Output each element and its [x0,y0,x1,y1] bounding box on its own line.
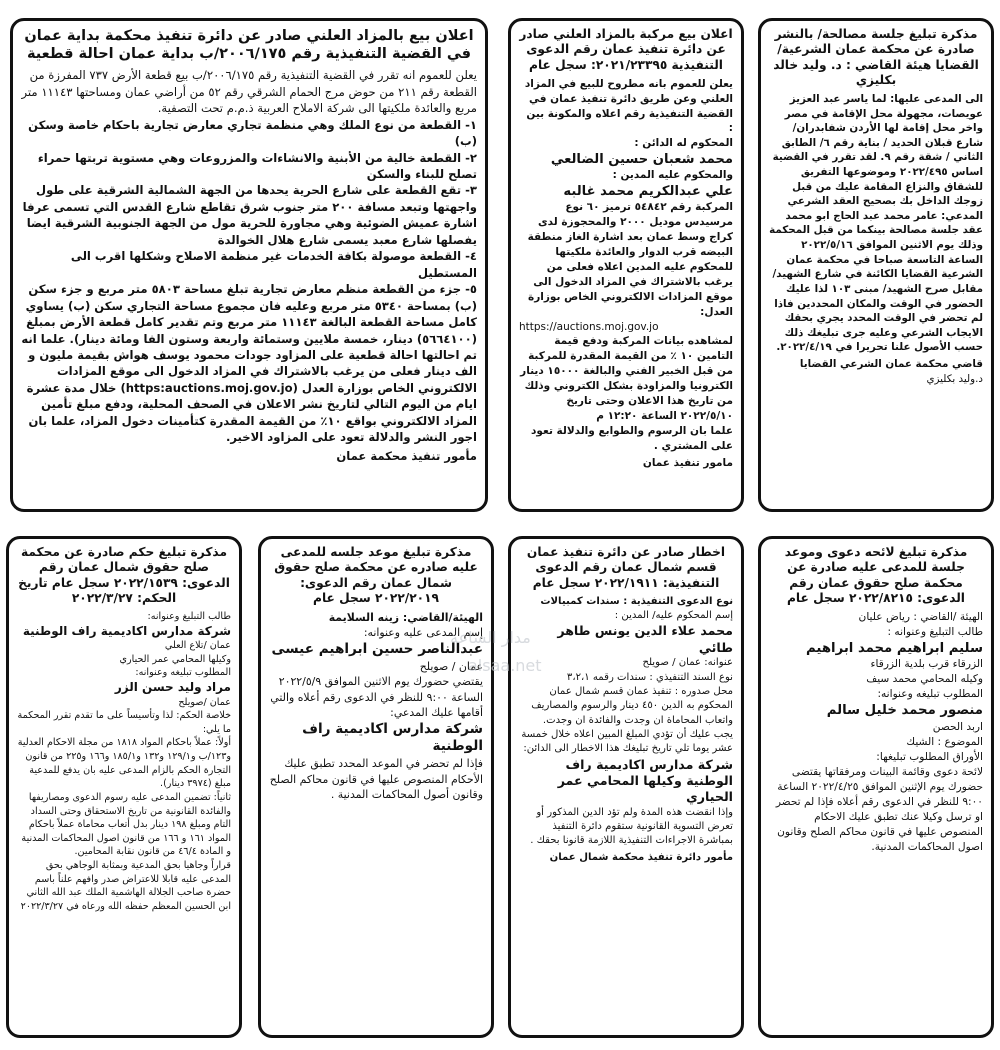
creditor-name: شركة مدارس اكاديمية راف الوطنية وكيلها المحامي عمر الحياري [557,756,733,805]
notice-subject: الموضوع : الشيك [906,735,983,748]
notice-address: عنوانه: عمان / صويلح [642,657,733,669]
notice-paragraph: قراراً وجاهيا بحق المدعية وبمثابة الوجاهي بحق المدعى عليه قابلا للاعتراض صدر وافهم علناً باسم حضرة صاحب الجلالة الهاشمية الملك عبد الله الثاني ابن الحسين المعظم حفظه الله ورعاه في ٢٠٢٢/٣/٢٧ [20,859,231,912]
notice-judge: الهيئة /القاضي : رياض عليان [858,611,983,623]
notice-paragraph: أولاً: عملاً باحكام المواد ١٨١٨ من مجلة الاحكام العدلية و١٢٣/ب و١٢٩/١ و١٣٢ و١٨٥/١ و١٦٦ و٢٢٥ من قانون التجارة الحكم بالزام المدعى عليه بان يدفع للمدعية مبلغ (٣٩٧٤ دينار). [17,737,231,790]
notice-paragraph: لائحة دعوى وقائمة البينات ومرفقاتها يقتضى حضورك يوم الإثنين الموافق ٢٠٢٢/٤/٢٥ الساعة ٩:٠٠ للنظر في الدعوى رقم أعلاه فإذا لم تحضر او ترسل وكيلا عنك تطبق عليك الاحكام المنصوص عليها في قانون محاكم الصلح وقانون اصول المحاكمات المدنية. [775,765,983,853]
notice-address: عمان / صويلح [419,659,483,673]
notice-title: مذكرة تبليغ حكم صادرة عن محكمة صلح حقوق شمال عمان رقم الدعوى: ٢٠٢٢/١٥٣٩ سجل عام تاريخ الحكم: ٢٠٢٢/٣/٢٧ [18,545,230,605]
notice-label: المطلوب تبليغه وعنوانه: [135,667,231,679]
defendant-name: مراد وليد حسن الزر [114,680,231,695]
auction-url: https://auctions.moj.gov.jo [519,320,659,333]
watermark-arabic: مدار الساعة [450,628,531,647]
notice-body [519,77,733,454]
notice-paragraph: يقتضي حضورك يوم الاثنين الموافق ٢٠٢٢/٥/٩ الساعة ٩:٠٠ للنظر في الدعوى رقم أعلاه والتي أقامها عليك المدعي: [270,675,483,720]
notice-paragraph: نوع السند التنفيذي : سندات رقمه ٣،٢،١ [566,671,733,683]
notice-paragraph: علما بان الرسوم والطوابع والدلالة تعود على المشتري . [531,424,733,452]
notice-signature: قاضي محكمة عمان الشرعي القضايا [799,357,983,370]
notice-auction-vehicle [508,18,744,512]
notice-label: الأوراق المطلوب تبليغها: [876,750,983,763]
debtor-name: علي عبدالكريم محمد غالبه [563,184,733,200]
notice-label: المحكوم له الدائن : [634,137,733,150]
notice-item: ٤- القطعة موصولة بكافة الخدمات غير منظمة الاصلاح وشكلها اقرب الى المستطيل [70,249,477,280]
notice-label: طالب التبليغ وعنوانه: [147,611,231,622]
notice-judgment [6,536,242,1038]
notice-paragraph: يعلن للعموم بانه مطروح للبيع في المزاد العلني وعن طريق دائرة تنفيذ عمان في القضية التنفيذية رقم اعلاه والمكونة بين : [524,77,733,135]
watermark-latin: alsaa.net [468,656,542,675]
notice-title: اخطار صادر عن دائرة تنفيذ عمان قسم شمال عمان رقم الدعوى التنفيذية: ٢٠٢٢/١٩١١ سجل عام [526,545,726,590]
notice-hearing [258,536,494,1038]
defendant-name: منصور محمد خليل سالم [826,703,983,719]
notice-lawyer: وكيله المحامي محمد سيف [866,673,983,686]
notice-title: مذكرة تبليغ موعد جلسه للمدعى عليه صادره عن محكمة صلح حقوق شمال عمان رقم الدعوى: ٢٠٢٢/٢٠١٩ سجل عام [274,545,478,605]
plaintiff-name: شركة مدارس اكاديمية راف الوطنية [22,623,231,638]
notice-body [519,595,733,849]
notice-address: اربد الحصن [932,720,983,733]
notice-label: إسم المحكوم عليه/ المدين : [614,610,733,622]
notice-label: طالب التبليغ وعنوانه : [887,626,983,639]
notice-paragraph: لمشاهده بيانات المركبة ودفع قيمة التامين ١٠ ٪ من القيمة المقدرة للمركبة من قبل الخبير الفني والبالغة ١٥٠٠٠ دينار الكترونيا والمزاودة بشكل الكتروني وذلك من تاريخ هذا الاعلان وحتى تاريخ ٢٠٢٢/٥/١٠ الساعة ١٢:٢٠ م [520,335,733,422]
debtor-name: محمد علاء الدين يونس طاهر طائي [557,623,733,655]
notice-title: اعلان بيع مركبة بالمزاد العلني صادر عن دائرة تنفيذ عمان رقم الدعوى التنفيذية ٢٠٢١/٢٣٣٩٥: سجل عام [519,27,733,72]
notice-title: مذكرة تبليغ لائحه دعوى وموعد جلسة للمدعى عليه صادرة عن محكمة صلح حقوق عمان رقم الدعوى: ٢٠٢٢/٨٢١٥ سجل عام [784,545,968,605]
notice-lawsuit-hearing [758,536,994,1038]
notice-paragraph: يجب عليك أن تؤدي المبلغ المبين اعلاه خلال خمسة عشر يوما تلي تاريخ تبليغك هذا الاخطار الى الدائن: [521,728,733,755]
defendant-name: عبدالناصر حسين ابراهيم عيسى [271,640,483,657]
notice-body [769,610,983,855]
notice-paragraph: المركبة رقم ٥٤٨٤٢ ترميز ٦٠ نوع مرسيدس موديل ٢٠٠٠ والمحجوزة لدى كراج وسط عمان بعد اشارة الغاز منطقة البيضه قرب الدوار والعائدة ملكيتها للمحكوم عليه المدين اعلاه فعلى من يرغب بالاشتراك في المزاد الدخول الى موقع المزادات الالكتروني الخاص بوزارة العدل: [527,201,733,318]
notice-signature: مأمور تنفيذ محكمة عمان [336,448,477,463]
notice-paragraph: فإذا لم تحضر في الموعد المحدد تطبق عليك الأحكام المنصوص عليها في قانون محاكم الصلح وقانون أصول المحاكمات المدنية . [269,757,483,801]
notice-case-type: نوع الدعوى التنفيذية : سندات كمبيالات [540,595,733,607]
notice-title: مذكرة تبليغ جلسة مصالحة/ بالنشر صادرة عن محكمة عمان الشرعية/ القضايا هيئة القاضي : د. وليد خالد بكليزي [773,27,979,87]
notice-label: إسم المدعى عليه وعنوانه: [363,626,483,640]
notice-judge: الهيئة/القاضي: زينه السلايمة [328,611,483,624]
notice-execution-warning [508,536,744,1038]
notice-item: ٥- جزء من القطعة منظم معارض تجارية تبلغ مساحة ٥٨٠٣ متر مربع و جزء سكن (ب) بمساحة ٥٣٤٠ متر مربع وعليه فان مجموع مساحة التجاري سكن (ب) يساوي كامل مساحة القطعة البالغة ١١١٤٣ متر مربع وتم تقدير كامل قطعة الأرض بمبلغ (٥٦٦٤١٠٠) دينار، خمسة ملايين وستمائة واربعة وستون الفا ومائة دينار). علما انه تم احالتها احالة قطعية على المزاود جودات محمود يوسف هواش بقيمة مليون و الف دينار فعلى من يرغب بالاشتراك في المزاد الدخول الى موقع المزادات الالكتروني الخاص بوزارة العدل (https:auctions.moj.gov.jo) خلال مدة عشرة ايام من اليوم التالي لتاريخ نشر الاعلان في الصحف المحلية، ودفع مبلغ تأمين المزاد الالكتروني بواقع ١٠٪ من القيمة المقدرة كتأمينات دخول المزاد، علما بان اجور النشر والدلالة تعود على المزاود الاخير. [21,282,477,445]
notice-address: عمان /صويلح [178,696,231,708]
notice-body [21,67,477,445]
notice-label: والمحكوم عليه المدين : [612,169,733,182]
notice-paragraph: ثانياً: تضمين المدعى عليه رسوم الدعوى ومصاريفها والفائدة القانونية من تاريخ الاستحقاق وحتى السداد التام ومبلغ ١٩٨ دينار بدل أتعاب محاماة عملاً باحكام المواد ١٦١ و ١٦٦ من قانون اصول المحاكمات المدنية و المادة ٤٦/٤ من قانون نقابة المحامين. [21,791,231,858]
notice-paragraph: يعلن للعموم انه تقرر في القضية التنفيذية رقم ٢٠٠٦/١٧٥/ب بيع قطعة الأرض ٧٣٧ المفرزة من القطعة رقم ٢١١ من حوض مرج الحمام الشرقي رقم ٥٢ من أراضي عمان ومساحتها ١١١٤٣ متر مربع والعائدة ملكيتها الى شركة الاملاح العربية ذ.م.م تحت التصفية. [21,68,477,116]
notice-body [269,610,483,802]
plaintiff-name: سليم ابراهيم محمد ابراهيم [806,641,983,657]
creditor-name: محمد شعبان حسين الضالعي [550,152,733,168]
judge-name: د.وليد بكليزي [926,372,983,385]
notice-paragraph: الى المدعى عليها: لما ياسر عبد العزيز عويصات، مجهولة محل الإقامة في مصر واخر محل إقامة لها الأردن شفابدران/ شارع قبلان الحديد / بناية رقم ٦/ الطابق الثاني / شقة رقم ٩. لقد تقرر في القضية اساس ٢٠٢٢/٤٩٥ وموضوعها التفريق للشقاق والنزاع المقامة عليك من قبل زوجك الداخل بك بصحيح العقد الشرعي المدعي: عامر محمد عبد الحاج ابو محمد عقد جلسة مصالحة بينكما من قبل المحكمة وذلك يوم الاثنين الموافق ٢٠٢٢/٥/١٦ الساعة التاسعة صباحا في محكمة عمان الشرعية القضايا الكائنة في شارع الشهيد/ مقابل صرح الشهيد/ مبنى ١٠٣ لذا عليك الحضور في الوقت والمكان المحددين فاذا لم تحضر في الوقت المحدد يجري بحقك الايجاب الشرعي وعليه جرى تبليغك ذلك حسب الأصول علنا تحريرا في ٢٠٢٢/٤/١٩. [769,93,983,354]
notice-title: اعلان بيع بالمزاد العلني صادر عن دائرة تنفيذ محكمة بداية عمان في القضية التنفيذية رقم ٢٠٠٦/١٧٥/ب بداية عمان احالة قطعية [24,28,474,63]
notice-item: ٣- تقع القطعة على شارع الحرية يحدها من الجهة الشمالية الشرقية على طول واجهتها وتبعد مسافة ٢٠٠ متر جنوب شرق تقاطع شارع القدس التي تسمى عرفا اشارة عميش الضوئية وهي مجاورة للحرية مول من الجهة الجنوبية الشرقية ايضا يفصلها شارع معبد يسمى شارع هلال الخوالدة [22,183,477,247]
notice-paragraph: محل صدوره : تنفيذ عمان قسم شمال عمان [549,685,733,697]
notice-label: المطلوب تبليغه وعنوانه: [877,688,983,701]
notice-signature: مأمور دائرة تنفيذ محكمة شمال عمان [549,851,733,863]
plaintiff-name: شركة مدارس اكاديمية راف الوطنية [302,720,483,755]
notice-body [17,610,231,913]
notice-paragraph: خلاصة الحكم: لذا وتأسيساً على ما تقدم تقرر المحكمة ما يلي: [17,710,231,735]
notice-lawyer: وكيلها المحامي عمر الحياري [119,653,231,665]
notice-body [769,92,983,355]
notice-item: ٢- القطعة خالية من الأبنية والانشاءات والمزروعات وهي مستوية تربتها حمراء تصلح للبناء والسكن [37,150,477,181]
notice-paragraph: وإذا انقضت هذه المدة ولم تؤد الدين المذكور أو تعرض التسوية القانونية ستقوم دائرة التنفيذ بمباشرة الاجراءات التنفيذية اللازمة قانونا بحقك . [530,806,733,847]
notice-paragraph: المحكوم به الدين ٤٥٠ دينار والرسوم والمصاريف واتعاب المحاماة ان وجدت والفائدة ان وجدت. [531,700,733,726]
notice-signature: مامور تنفيذ عمان [642,456,733,469]
notice-address: عمان /تلاع العلي [164,640,231,652]
notice-item: ١- القطعة من نوع الملك وهي منظمة تجاري معارض تجارية باحكام خاصة وسكن (ب) [28,117,477,149]
notice-address: الزرقاء قرب بلدية الزرقاء [870,658,983,671]
notice-auction-land [10,18,488,512]
notice-reconciliation-session [758,18,994,512]
